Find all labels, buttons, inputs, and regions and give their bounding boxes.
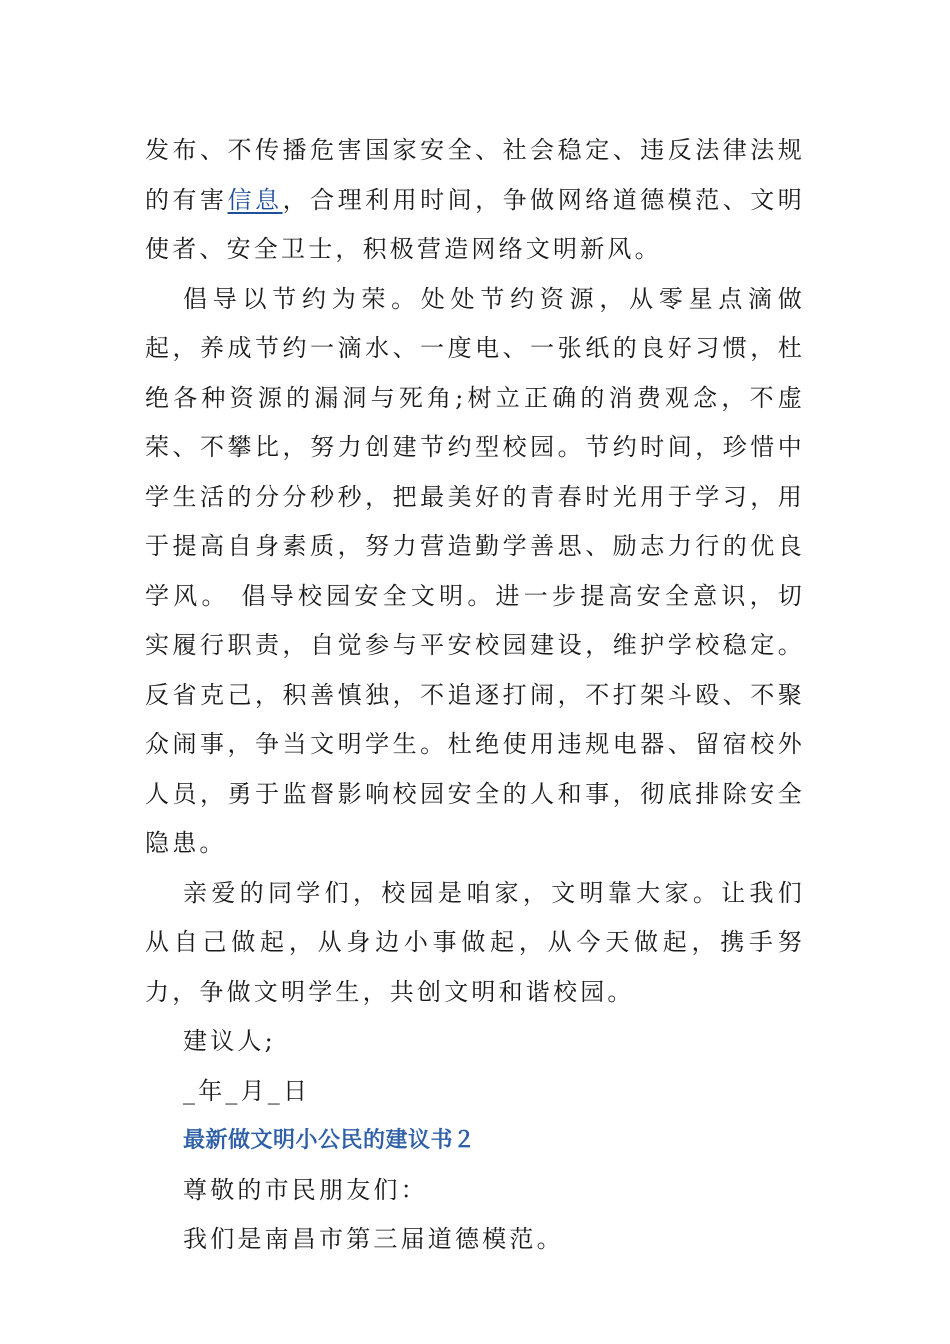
section-heading: 最新做文明小公民的建议书２ — [183, 1128, 476, 1153]
paragraph-thrift-and-safety: 倡导以节约为荣。处处节约资源，从零星点滴做起，养成节约一滴水、一度电、一张纸的良好习惯，杜绝各种资源的漏洞与死角;树立正确的消费观念，不虚荣、不攀比，努力创建节约型校园。节约时间，珍惜中学生活的分分秒秒，把最美好的青春时光用于学习，用于提高自身素质，努力营造勤学善思、励志力行的优良学风。 倡导校园安全文明。进一步提高安全意识，切实履行职责，自觉参与平安校园建设，维护学校稳定。反省克己，积善慎独，不追逐打闹，不打架斗殴、不聚众闹事，争当文明学生。杜绝使用违规电器、留宿校外人员，勇于监督影响校园安全的人和事，彻底排除安全隐患。 — [145, 284, 805, 857]
paragraph-closing-appeal: 亲爱的同学们，校园是咱家，文明靠大家。让我们从自己做起，从身边小事做起，从今天做起，携手努力，争做文明学生，共创文明和谐校园。 — [145, 878, 805, 1006]
intro-line: 我们是南昌市第三届道德模范。 — [183, 1225, 564, 1253]
paragraph-network-ethics — [145, 126, 805, 275]
date-line: _年_月_日 — [183, 1076, 311, 1105]
paragraph-text-after-link: ，合理利用时间，争做网络道德模范、文明使者、安全卫士，积极营造网络文明新风。 — [145, 185, 805, 263]
info-link[interactable]: 信息 — [227, 185, 283, 214]
proposer-line: 建议人; — [183, 1027, 276, 1055]
paragraph-text-before-link: 发布、不传播危害国家安全、社会稳定、违反法律法规的有害 — [145, 136, 805, 214]
salutation-line: 尊敬的市民朋友们： — [183, 1175, 428, 1204]
document-body — [145, 126, 805, 1265]
